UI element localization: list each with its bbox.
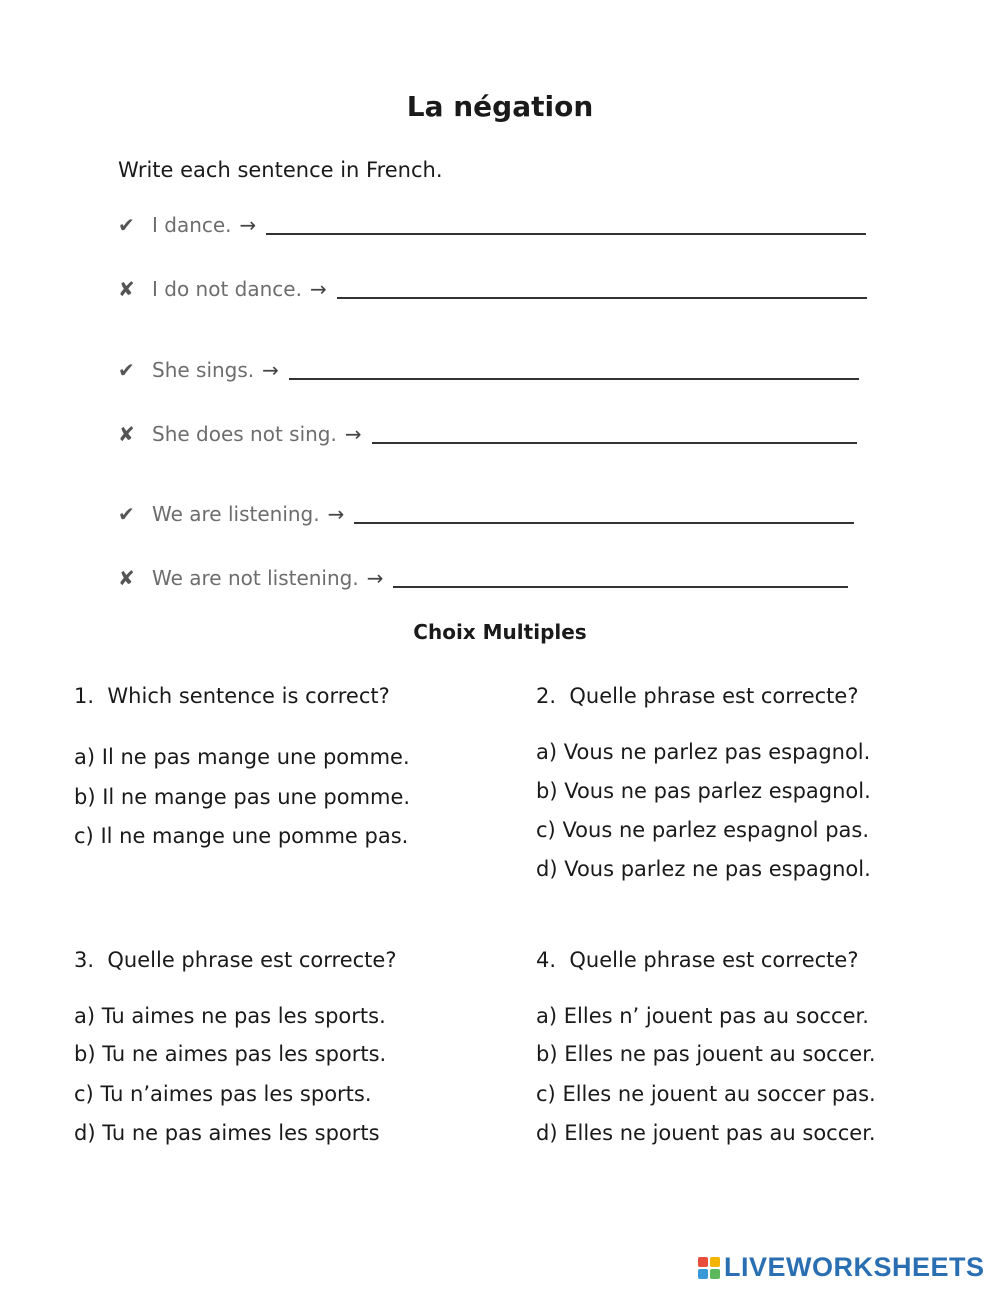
option-item[interactable]	[536, 1082, 876, 1106]
option-text: Tu ne pas aimes les sports	[102, 1121, 380, 1145]
logo-block	[710, 1257, 720, 1267]
option-item[interactable]	[74, 1121, 380, 1145]
cross-icon: ✘	[118, 566, 135, 590]
answer-blank[interactable]	[289, 356, 859, 380]
arrow-icon: →	[262, 358, 279, 382]
question-2	[536, 684, 858, 708]
option-letter: b)	[74, 1042, 96, 1066]
option-item[interactable]	[536, 1004, 869, 1028]
arrow-icon: →	[366, 566, 384, 590]
option-letter: c)	[74, 824, 94, 848]
check-icon: ✔	[118, 213, 135, 237]
option-letter: d)	[536, 857, 558, 881]
option-text: Elles n’ jouent pas au soccer.	[563, 1004, 869, 1028]
option-text: Vous parlez ne pas espagnol.	[564, 857, 871, 881]
option-item[interactable]	[536, 1121, 876, 1145]
check-icon: ✔	[118, 502, 135, 526]
worksheet-title: La négation	[406, 90, 594, 123]
logo-blocks-icon	[698, 1257, 720, 1279]
cross-icon: ✘	[118, 277, 135, 301]
option-text: Il ne mange une pomme pas.	[100, 824, 409, 848]
question-text: Quelle phrase est correcte?	[569, 948, 859, 972]
option-item[interactable]	[74, 785, 410, 809]
translation-prompt: She sings.	[152, 358, 255, 382]
option-letter: b)	[536, 779, 558, 803]
option-letter: b)	[74, 785, 96, 809]
option-text: Vous ne parlez pas espagnol.	[563, 740, 871, 764]
answer-blank[interactable]	[393, 564, 848, 588]
question-number: 2.	[536, 684, 557, 708]
answer-blank[interactable]	[337, 275, 867, 299]
question-number: 3.	[74, 948, 95, 972]
arrow-icon: →	[309, 277, 327, 301]
option-letter: a)	[536, 1004, 558, 1028]
option-item[interactable]	[536, 857, 871, 881]
option-text: Il ne pas mange une pomme.	[101, 745, 410, 769]
logo-block	[698, 1257, 708, 1267]
arrow-icon: →	[344, 422, 362, 446]
option-text: Vous ne parlez espagnol pas.	[562, 818, 870, 842]
question-text: Quelle phrase est correcte?	[107, 948, 397, 972]
option-text: Elles ne jouent pas au soccer.	[564, 1121, 876, 1145]
answer-blank[interactable]	[354, 500, 854, 524]
option-letter: b)	[536, 1042, 558, 1066]
option-item[interactable]	[74, 745, 410, 769]
option-letter: c)	[536, 818, 556, 842]
liveworksheets-logo	[698, 1252, 985, 1283]
translation-prompt: We are listening.	[152, 502, 320, 526]
option-item[interactable]	[536, 818, 869, 842]
question-4	[536, 948, 858, 972]
option-text: Tu ne aimes pas les sports.	[102, 1042, 387, 1066]
translation-item	[118, 271, 867, 301]
answer-blank[interactable]	[372, 420, 857, 444]
question-3	[74, 948, 396, 972]
question-1	[74, 684, 390, 708]
option-text: Tu aimes ne pas les sports.	[101, 1004, 386, 1028]
option-text: Vous ne pas parlez espagnol.	[564, 779, 871, 803]
check-icon: ✔	[118, 358, 135, 382]
translation-item	[118, 352, 859, 382]
option-item[interactable]	[74, 824, 408, 848]
arrow-icon: →	[239, 213, 257, 237]
arrow-icon: →	[327, 502, 345, 526]
question-text: Quelle phrase est correcte?	[569, 684, 859, 708]
translation-item	[118, 560, 848, 590]
option-text: Tu n’aimes pas les sports.	[100, 1082, 372, 1106]
option-item[interactable]	[74, 1042, 386, 1066]
option-item[interactable]	[74, 1004, 386, 1028]
question-number: 4.	[536, 948, 557, 972]
translation-prompt: She does not sing.	[152, 422, 337, 446]
option-letter: d)	[536, 1121, 558, 1145]
option-text: Il ne mange pas une pomme.	[102, 785, 411, 809]
option-letter: a)	[536, 740, 558, 764]
option-letter: c)	[74, 1082, 94, 1106]
translation-prompt: I do not dance.	[152, 277, 302, 301]
option-item[interactable]	[536, 740, 870, 764]
translation-item	[118, 416, 857, 446]
answer-blank[interactable]	[266, 211, 866, 235]
logo-block	[710, 1269, 720, 1279]
option-item[interactable]	[536, 1042, 876, 1066]
option-letter: a)	[74, 745, 96, 769]
logo-text: LIVEWORKSHEETS	[724, 1252, 985, 1282]
section-title: Choix Multiples	[413, 620, 587, 644]
logo-block	[698, 1269, 708, 1279]
option-letter: c)	[536, 1082, 556, 1106]
option-item[interactable]	[74, 1082, 372, 1106]
question-text: Which sentence is correct?	[107, 684, 390, 708]
option-item[interactable]	[536, 779, 871, 803]
question-number: 1.	[74, 684, 95, 708]
option-text: Elles ne jouent au soccer pas.	[562, 1082, 876, 1106]
translation-prompt: We are not listening.	[152, 566, 359, 590]
option-text: Elles ne pas jouent au soccer.	[564, 1042, 876, 1066]
translation-prompt: I dance.	[152, 213, 232, 237]
instruction-text: Write each sentence in French.	[118, 158, 443, 182]
option-letter: d)	[74, 1121, 96, 1145]
translation-item	[118, 496, 854, 526]
option-letter: a)	[74, 1004, 96, 1028]
cross-icon: ✘	[118, 422, 135, 446]
translation-item	[118, 207, 866, 237]
